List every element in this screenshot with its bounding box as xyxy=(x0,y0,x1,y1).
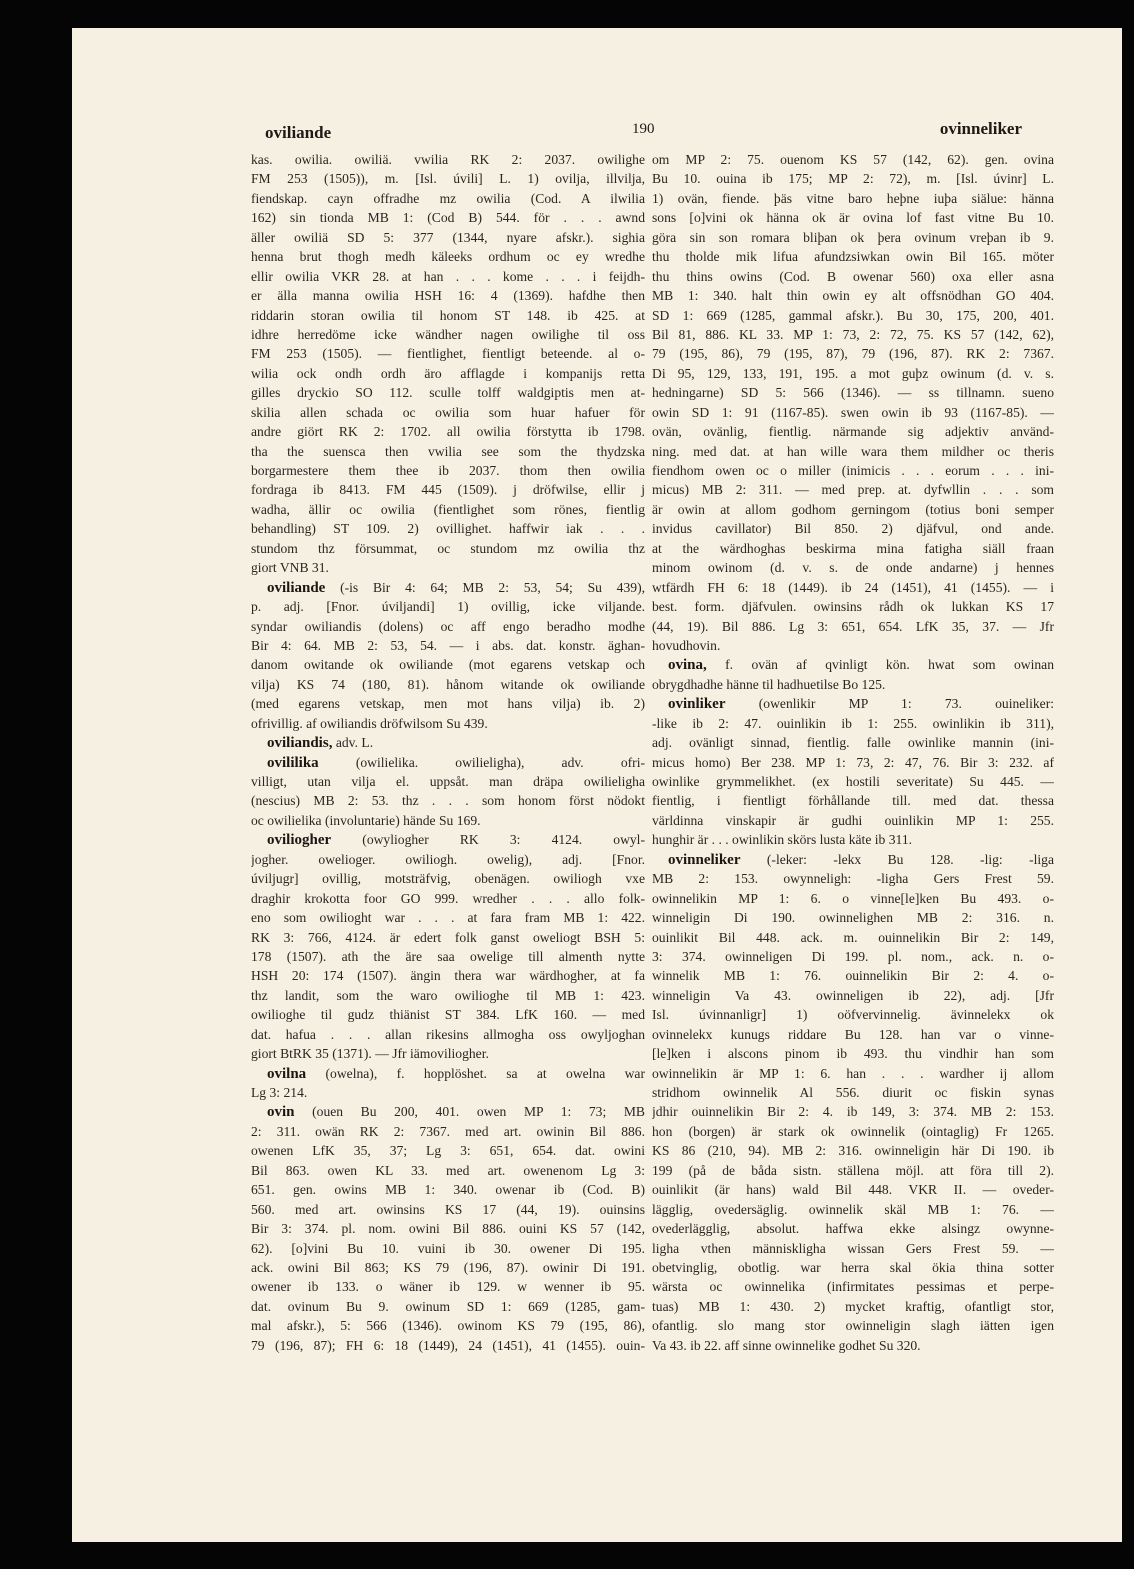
line-text: mal afskr.), 5: 566 (1346). owinom KS 79 (195, 86), xyxy=(251,1318,645,1334)
text-line xyxy=(652,169,1054,188)
text-line xyxy=(251,189,645,208)
line-text: hovudhovin. xyxy=(652,637,721,653)
line-text: FM 253 (1505). — fientlighet, fientligt beteende. al o- xyxy=(251,346,645,362)
line-text: MB 1: 340. halt thin owin ey alt offsnödhan GO 404. xyxy=(652,288,1054,304)
line-text: RK 3: 766, 4124. är edert folk ganst oweliogt BSH 5: xyxy=(251,929,645,945)
line-text: fientlig, i fientligt förhållande till. med dat. thessa xyxy=(652,793,1054,809)
line-text: Di 95, 129, 133, 191, 195. a mot guþz owinum (d. v. s. xyxy=(652,365,1054,381)
line-text: ofrivillig. af owiliandis dröfwilsom Su 439. xyxy=(251,715,488,731)
line-text: MB 2: 153. owynneligh: -ligha Gers Frest 59. xyxy=(652,871,1054,887)
text-line xyxy=(251,169,645,188)
line-text: (-is Bir 4: 64; MB 2: 53, 54; Su 439), xyxy=(325,579,645,595)
headword: ovina, xyxy=(668,657,707,674)
line-text: micus) MB 2: 311. — med prep. at. dyfwllin . . . som xyxy=(652,482,1054,498)
text-line xyxy=(251,1239,645,1258)
text-line xyxy=(652,364,1054,383)
text-line xyxy=(251,578,645,597)
text-line xyxy=(652,306,1054,325)
page-number: 190 xyxy=(632,121,655,137)
line-text: lägglig, ovedersäglig. owinnelik skäl MB 1: 76. — xyxy=(652,1201,1054,1217)
text-line xyxy=(251,442,645,461)
text-line xyxy=(251,306,645,325)
text-line xyxy=(652,1161,1054,1180)
text-line xyxy=(251,636,645,655)
text-line xyxy=(652,694,1054,713)
line-text: minom owinom (d. v. s. de onde andarne) j hennes xyxy=(652,560,1054,576)
text-line xyxy=(251,558,645,577)
line-text: KS 86 (210, 94). MB 2: 316. owinneligin här Di 190. ib xyxy=(652,1143,1054,1159)
text-line xyxy=(652,869,1054,888)
line-text: owinlike grymmelikhet. (ex hostili severitate) Su 445. — xyxy=(652,774,1054,789)
line-text: SD 1: 669 (1285, gammal afskr.). Bu 30, 175, 200, 401. xyxy=(652,307,1054,323)
line-text: owinnelikin MP 1: 6. o vinne[le]ken Bu 493. o- xyxy=(652,890,1054,906)
line-text: adj. ovänligt sinnad, fientlig. falle owinlike mannin (ini- xyxy=(652,735,1054,751)
line-text: winnelik MB 1: 76. ouinnelikin Bir 2: 4. o- xyxy=(652,968,1054,984)
line-text: (nescius) MB 2: 53. thz . . . som honom först nödokt xyxy=(251,793,645,809)
text-line xyxy=(652,208,1054,227)
line-text: invidus cavillator) Bil 850. 2) djäfvul, ond ande. xyxy=(652,521,1054,537)
line-text: 62). [o]vini Bu 10. vuini ib 30. owener Di 195. xyxy=(251,1240,645,1256)
line-text: Va 43. ib 22. aff sinne owinnelike godhet Su 320. xyxy=(652,1337,921,1353)
line-text: fordraga ib 8413. FM 445 (1509). j dröfwilse, ellir j xyxy=(251,482,645,498)
line-text: owin SD 1: 91 (1167-85). swen owin ib 93 (1167-85). — xyxy=(652,404,1054,420)
text-line xyxy=(652,772,1054,791)
line-text: borgarmestere them thee ib 2037. thom then owilia xyxy=(251,463,645,478)
text-line xyxy=(652,791,1054,810)
line-text: ack. owini Bil 863; KS 79 (196, 87). owinir Di 191. xyxy=(251,1259,645,1275)
text-line xyxy=(652,617,1054,636)
line-text: best. form. djäfvulen. owinsins rådh ok lukkan KS 17 xyxy=(652,599,1054,615)
text-line xyxy=(652,422,1054,441)
line-text: ellir owilia VKR 28. at han . . . kome . . . i feijdh- xyxy=(251,268,645,284)
line-text: ofantlig. slo mang stor owinneligin slagh iätten igen xyxy=(652,1318,1054,1334)
line-text: (-leker: -lekx Bu 128. -lig: -liga xyxy=(740,851,1054,867)
right-column xyxy=(652,150,1054,1355)
text-line xyxy=(251,908,645,927)
line-text: riddarin storan owilia til honom ST 148. ib 425. at xyxy=(251,307,645,323)
line-text: úviljugr] ovillig, motsträfvig, obenägen. owiliogh vxe xyxy=(251,871,645,887)
text-line xyxy=(251,1219,645,1238)
text-line xyxy=(652,558,1054,577)
line-text: stundom thz försummat, oc stundom mz owilia thz xyxy=(251,540,645,556)
line-text: vilja) KS 74 (180, 81). hånom witande ok owiliande xyxy=(251,676,645,692)
headword: ovililika xyxy=(267,754,319,771)
text-line xyxy=(251,461,645,480)
line-text: 2: 311. owän RK 2: 7367. med art. owinin Bil 886. xyxy=(251,1123,645,1139)
text-line xyxy=(251,830,645,849)
text-line xyxy=(251,1064,645,1083)
text-line xyxy=(251,247,645,266)
line-text: wilia ock ondh ordh äro afflagde i kompanijs retta xyxy=(251,365,645,381)
line-text: 1) ovän, fiende. þäs vitne baro heþne iuþa siälue: hänna xyxy=(652,190,1054,206)
text-line xyxy=(652,1064,1054,1083)
text-line xyxy=(652,830,1054,849)
line-text: Bir 4: 64. MB 2: 53, 54. — i abs. dat. konstr. äghan- xyxy=(251,637,645,653)
text-line xyxy=(652,1141,1054,1160)
line-text: f. ovän af qvinligt kön. hwat som owinan xyxy=(706,657,1054,673)
text-line xyxy=(251,850,645,869)
text-line xyxy=(652,344,1054,363)
line-text: 79 (196, 87); FH 6: 18 (1449), 24 (1451), 41 (1455). ouin- xyxy=(251,1337,645,1353)
line-text: giort BtRK 35 (1371). — Jfr iämoviliogher. xyxy=(251,1046,489,1062)
line-text: winneligin Va 43. owinneligen ib 22), adj. [Jfr xyxy=(652,987,1054,1003)
text-line xyxy=(251,675,645,694)
line-text: adv. L. xyxy=(332,735,374,751)
line-text: obetvinglig, obotlig. war herra skal ökia thina sotter xyxy=(652,1259,1054,1275)
line-text: Bir 3: 374. pl. nom. owini Bil 886. ouini KS 57 (142, xyxy=(251,1221,645,1237)
line-text: tuas) MB 1: 430. 2) mycket kraftig, ofantligt stor, xyxy=(652,1298,1054,1314)
text-line xyxy=(251,383,645,402)
headword: ovinliker xyxy=(668,696,726,713)
text-line xyxy=(652,733,1054,752)
text-line xyxy=(251,480,645,499)
text-line xyxy=(652,519,1054,538)
line-text: -like ib 2: 47. ouinlikin ib 1: 255. owinlikin ib 311), xyxy=(652,715,1054,731)
text-line xyxy=(652,1083,1054,1102)
text-line xyxy=(652,228,1054,247)
line-text: eno som owilioght war . . . at fara fram MB 1: 422. xyxy=(251,910,645,926)
line-text: Bil 863. owen KL 33. med art. owenenom Lg 3: xyxy=(251,1162,645,1178)
text-line xyxy=(652,1277,1054,1296)
line-text: obrygdhadhe hänne til hadhuetilse Bo 125. xyxy=(652,676,886,692)
text-line xyxy=(652,1102,1054,1121)
line-text: jogher. owelioger. owiliogh. owelig), adj. [Fnor. xyxy=(251,851,645,867)
line-text: HSH 20: 174 (1507). ängin thera war wärdhogher, at fa xyxy=(251,968,645,984)
line-text: är owin at allom godhom gerningom (totius boni semper xyxy=(652,501,1054,517)
text-line xyxy=(251,966,645,985)
dictionary-entry xyxy=(652,655,1054,694)
text-line xyxy=(251,364,645,383)
line-text: (owenlikir MP 1: 73. ouineliker: xyxy=(725,696,1054,712)
line-text: micus homo) Ber 238. MP 1: 73, 2: 47, 76. Bir 3: 232. af xyxy=(652,754,1054,770)
text-line xyxy=(652,1122,1054,1141)
text-line xyxy=(652,1044,1054,1063)
text-line xyxy=(251,1258,645,1277)
text-line xyxy=(251,1141,645,1160)
headword: oviliandis, xyxy=(267,735,333,752)
text-line xyxy=(251,1083,645,1102)
line-text: ouinlikit (är hans) wald Bil 448. VKR II. — oveder- xyxy=(652,1182,1054,1198)
line-text: behandling) ST 109. 2) ovillighet. haffwir iak . . . xyxy=(251,521,645,537)
text-line xyxy=(652,636,1054,655)
line-text: thu thins owins (Cod. B owenar 560) oxa eller asna xyxy=(652,268,1054,284)
text-line xyxy=(251,1102,645,1121)
line-text: oc owilielika (involuntarie) hände Su 169. xyxy=(251,812,481,828)
line-text: [le]ken i alscons pinom ib 493. thu vindhir han som xyxy=(652,1046,1054,1062)
line-text: p. adj. [Fnor. úviljandi] 1) ovillig, icke viljande. xyxy=(251,599,645,615)
text-line xyxy=(251,1044,645,1063)
text-line xyxy=(652,1200,1054,1219)
text-line xyxy=(652,500,1054,519)
line-text: Isl. úvinnanligr] 1) oöfvervinnelig. ävinnelekx ok xyxy=(652,1007,1054,1023)
text-line xyxy=(652,286,1054,305)
text-line xyxy=(652,403,1054,422)
line-text: idhre herredöme icke wändher nagen owilighe til oss xyxy=(251,326,645,342)
text-line xyxy=(251,1277,645,1296)
line-text: dat. hafua . . . allan rikesins allmogha oss owyljoghan xyxy=(251,1026,645,1042)
dictionary-entry xyxy=(251,1102,645,1355)
line-text: tha the suensca then vwilia see som the thydzska xyxy=(251,443,645,459)
line-text: thz landit, som the waro owilioghe til MB 1: 423. xyxy=(251,987,645,1003)
headword: ovilna xyxy=(267,1065,307,1082)
headword: ovinneliker xyxy=(668,851,741,868)
line-text: owener ib 133. o wäner ib 129. w wenner ib 95. xyxy=(251,1279,645,1295)
line-text: syndar owiliandis (dolens) oc aff engo beradho modhe xyxy=(251,618,645,634)
text-line xyxy=(251,422,645,441)
text-line xyxy=(251,539,645,558)
line-text: stridhom owinnelik Al 556. diurit oc fiskin synas xyxy=(652,1085,1054,1100)
text-line xyxy=(251,869,645,888)
line-text: (owyliogher RK 3: 4124. owyl- xyxy=(331,832,645,848)
text-line xyxy=(652,247,1054,266)
line-text: hunghir är . . . owinlikin skörs lusta käte ib 311. xyxy=(652,832,913,848)
text-line xyxy=(652,966,1054,985)
text-line xyxy=(652,578,1054,597)
dictionary-entry xyxy=(251,1064,645,1103)
text-line xyxy=(251,267,645,286)
line-text: sons [o]vini ok hänna ok är ovina lof fast vitne Bu 10. xyxy=(652,210,1054,226)
text-line xyxy=(251,1025,645,1044)
line-text: gilles dryckio SO 112. sculle tolff waldgiptis men at- xyxy=(251,385,645,401)
line-text: henna brut thogh medh käleeks ordhum oc ey wredhe xyxy=(251,249,645,265)
text-line xyxy=(652,539,1054,558)
text-line xyxy=(251,1336,645,1355)
text-line xyxy=(251,1161,645,1180)
text-line xyxy=(652,908,1054,927)
text-line xyxy=(652,597,1054,616)
text-line xyxy=(251,344,645,363)
text-line xyxy=(251,753,645,772)
text-line xyxy=(251,150,645,169)
line-text: owenen LfK 35, 37; Lg 3: 651, 654. dat. owini xyxy=(251,1143,645,1159)
text-line xyxy=(652,675,1054,694)
line-text: wtfärdh FH 6: 18 (1449). ib 24 (1451), 41 (1455). — i xyxy=(652,579,1054,595)
line-text: 79 (195, 86), 79 (195, 87), 79 (196, 87). RK 2: 7367. xyxy=(652,346,1054,362)
line-text: Lg 3: 214. xyxy=(251,1085,308,1100)
text-line xyxy=(652,325,1054,344)
text-line xyxy=(652,150,1054,169)
text-line xyxy=(652,1336,1054,1355)
line-text: världinna vinskapir är gudhi ouinlikin MP 1: 255. xyxy=(652,812,1054,828)
dictionary-entry xyxy=(652,150,1054,655)
line-text: er älla manna owilia HSH 16: 4 (1369). hafdhe then xyxy=(251,288,645,304)
dictionary-entry xyxy=(652,694,1054,850)
line-text: ovän, ovänlig, fientlig. närmande sig adjektiv använd- xyxy=(652,424,1054,440)
text-line xyxy=(251,811,645,830)
line-text: wadha, ällir oc owilia (fientlighet som rönes, fientlig xyxy=(251,501,645,517)
line-text: draghir krokotta foor GO 999. wredher . . . allo folk- xyxy=(251,890,645,906)
line-text: Bil 81, 886. KL 33. MP 1: 73, 2: 72, 75. KS 57 (142, 62), xyxy=(652,326,1054,342)
left-column xyxy=(251,150,645,1355)
line-text: danom owitande ok owiliande (mot egarens vetskap och xyxy=(251,657,645,673)
line-text: hon (borgen) är stark ok owinnelik (ointaglig) Fr 1265. xyxy=(652,1123,1054,1139)
running-head-left: oviliande xyxy=(265,123,332,142)
text-line xyxy=(652,1219,1054,1238)
text-line xyxy=(251,617,645,636)
line-text: 651. gen. owins MB 1: 340. owenar ib (Cod. B) xyxy=(251,1182,645,1198)
dictionary-entry xyxy=(251,733,645,752)
line-text: 3: 374. owinneligen Di 199. pl. nom., ack. n. o- xyxy=(652,948,1054,964)
dictionary-entry xyxy=(251,753,645,831)
line-text: 199 (på de båda sistn. ställena möjl. att föra till 2). xyxy=(652,1162,1054,1178)
text-line xyxy=(652,1258,1054,1277)
text-line xyxy=(251,714,645,733)
dictionary-entry xyxy=(251,830,645,1063)
text-line xyxy=(251,655,645,674)
headword: oviliogher xyxy=(267,832,332,849)
dictionary-entry xyxy=(652,850,1054,1355)
line-text: 178 (1507). ath the äre saa owelige till almenth nytte xyxy=(251,948,645,964)
text-line xyxy=(652,850,1054,869)
line-text: andre giört RK 2: 1702. all owilia förstytta ib 1798. xyxy=(251,424,645,440)
dictionary-page xyxy=(72,28,1122,1542)
text-line xyxy=(251,986,645,1005)
line-text: owinnelikin är MP 1: 6. han . . . wardher ij allom xyxy=(652,1065,1054,1081)
text-line xyxy=(652,1180,1054,1199)
line-text: om MP 2: 75. ouenom KS 57 (142, 62). gen. ovina xyxy=(652,152,1054,167)
line-text: 560. med art. owinsins KS 17 (44, 19). ouinsins xyxy=(251,1201,645,1217)
text-line xyxy=(251,772,645,791)
text-line xyxy=(251,500,645,519)
dictionary-entry xyxy=(251,578,645,734)
line-text: ouinlikit Bil 448. ack. m. ouinnelikin Bir 2: 149, xyxy=(652,929,1054,945)
line-text: jdhir ouinnelikin Bir 2: 4. ib 149, 3: 374. MB 2: 153. xyxy=(652,1104,1054,1120)
text-line xyxy=(251,1200,645,1219)
text-line xyxy=(251,208,645,227)
text-line xyxy=(251,889,645,908)
text-line xyxy=(652,1005,1054,1024)
text-line xyxy=(652,461,1054,480)
text-line xyxy=(251,1297,645,1316)
text-line xyxy=(652,267,1054,286)
line-text: ning. med dat. at han wille wara them mildher oc theris xyxy=(652,443,1054,459)
text-line xyxy=(251,1316,645,1335)
line-text: 162) sin tionda MB 1: (Cod B) 544. för . . . awnd xyxy=(251,210,645,226)
text-line xyxy=(251,928,645,947)
text-line xyxy=(251,733,645,752)
text-line xyxy=(652,1239,1054,1258)
text-line xyxy=(652,383,1054,402)
text-line xyxy=(251,1005,645,1024)
line-text: winneligin Di 190. owinnelighen MB 2: 316. n. xyxy=(652,910,1054,926)
line-text: (owelna), f. hopplöshet. sa at owelna war xyxy=(306,1065,645,1081)
running-head-right: ovinneliker xyxy=(939,119,1022,138)
line-text: dat. ovinum Bu 9. owinum SD 1: 669 (1285, gam- xyxy=(251,1298,645,1314)
text-line xyxy=(251,1122,645,1141)
line-text: wärsta oc owinnelika (infirmitates pessimas et perpe- xyxy=(652,1279,1054,1295)
line-text: (med egarens vetskap, men mot hans vilja) ib. 2) xyxy=(251,696,645,712)
text-line xyxy=(652,480,1054,499)
text-line xyxy=(652,889,1054,908)
line-text: FM 253 (1505)), m. [Isl. úvili] L. 1) ovilja, illvilja, xyxy=(251,171,645,187)
line-text: owilioghe til gudz thiänist ST 384. LfK 160. — med xyxy=(251,1007,645,1023)
line-text: at the wärdhoghas beskirma mina fatigha siäll fraan xyxy=(652,540,1054,556)
text-line xyxy=(652,753,1054,772)
headword: ovin xyxy=(267,1104,295,1121)
text-line xyxy=(251,519,645,538)
dictionary-entry xyxy=(251,150,645,578)
text-line xyxy=(251,597,645,616)
text-line xyxy=(652,947,1054,966)
line-text: giort VNB 31. xyxy=(251,560,329,576)
text-line xyxy=(251,228,645,247)
text-line xyxy=(652,442,1054,461)
line-text: thu tholde mik lifua afundzsiwkan owin Bil 165. möter xyxy=(652,249,1054,265)
text-line xyxy=(652,1316,1054,1335)
line-text: skilia allen schada oc owilia som huar hafuer för xyxy=(251,404,645,420)
line-text: fiendskap. cayn offradhe mz owilia (Cod. A ilwilia xyxy=(251,190,645,206)
line-text: (ouen Bu 200, 401. owen MP 1: 73; MB xyxy=(294,1104,645,1120)
line-text: (owilielika. owilieligha), adv. ofri- xyxy=(318,754,645,770)
text-line xyxy=(652,714,1054,733)
text-line xyxy=(251,403,645,422)
text-line xyxy=(652,986,1054,1005)
line-text: ovinnelekx kunugs riddare Bu 128. han var o vinne- xyxy=(652,1026,1054,1042)
text-line xyxy=(652,1025,1054,1044)
line-text: (44, 19). Bil 886. Lg 3: 651, 654. LfK 35, 37. — Jfr xyxy=(652,618,1054,634)
text-line xyxy=(652,189,1054,208)
line-text: hedningarne) SD 5: 566 (1346). — ss tillnamn. sueno xyxy=(652,385,1054,401)
line-text: villigt, utan vilja el. uppsåt. man dräpa owilieligha xyxy=(251,774,645,789)
line-text: göra sin son romara bliþan ok þera ovinum vreþan ib 9. xyxy=(652,229,1054,245)
text-line xyxy=(251,286,645,305)
text-line xyxy=(251,1180,645,1199)
text-line xyxy=(251,947,645,966)
text-line xyxy=(652,655,1054,674)
line-text: kas. owilia. owiliä. vwilia RK 2: 2037. owilighe xyxy=(251,152,645,167)
text-line xyxy=(652,1297,1054,1316)
line-text: äller owiliä SD 5: 377 (1344, nyare afskr.). sighia xyxy=(251,229,645,245)
line-text: ovederlägglig, absolut. haffwa ekke alsingz owynne- xyxy=(652,1221,1054,1237)
line-text: ligha vthen människligha wissan Gers Frest 59. — xyxy=(652,1240,1054,1256)
text-line xyxy=(251,325,645,344)
headword: oviliande xyxy=(267,579,326,596)
text-line xyxy=(652,928,1054,947)
line-text: Bu 10. ouina ib 175; MP 2: 72), m. [Isl. úvinr] L. xyxy=(652,171,1054,187)
text-line xyxy=(652,811,1054,830)
line-text: fiendhom owen oc o miller (inimicis . . . eorum . . . ini- xyxy=(652,463,1054,478)
text-line xyxy=(251,791,645,810)
text-line xyxy=(251,694,645,713)
